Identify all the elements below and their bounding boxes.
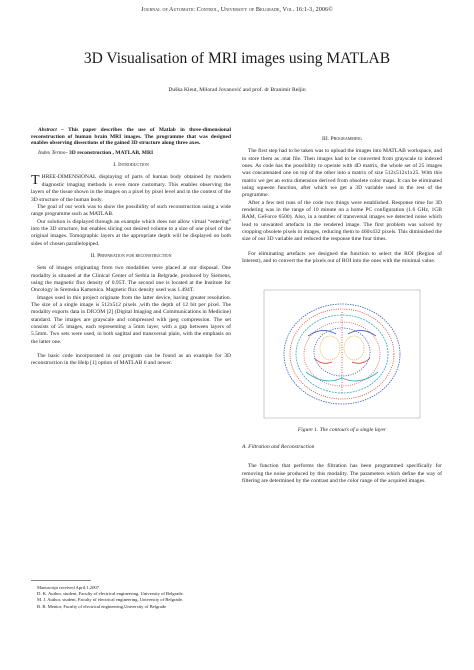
footnote-author-1: D. K. Author, student, Faculty of electrical engineering, University of Belgrade.: [37, 591, 184, 597]
abstract-label: Abstract: [38, 127, 57, 133]
figure-caption: Figure 1. The contours of a single layer: [297, 426, 387, 433]
intro-paragraph-1: [31, 174, 231, 203]
prep-paragraph-1: Sets of images originating from two modalities were placed at our disposal. One modality is situated at the Clinical Center of Serbia in Belgrade, produced by Siemens, using the magnetic flux density of 0.95T. The second one is located at the Institute for Oncology in Sremska Kamenica. Magnetic flux density used was 1.494T.: [31, 265, 231, 294]
prep-paragraph-3: The basic code incorporated in our program can be found as an example for 3D reconstruction in the Help [1] option of MATLAB 6 and newer.: [31, 353, 231, 367]
footnotes: [31, 585, 231, 610]
prog-paragraph-2: After a few test runs of the code two things were established. Response time for 3D rendering was in the range of 10 minute on a home PC configuration (1.6 GHz, 1GB RAM, GeForce 6500). Also, in a number of transversal images we detected noise which lead to unwanted artefacts in the rendered image. The first problem was solved by cropping obsolete pixels in images, reducing them to 460x432 pixels. This diminished the size of our 3D variable and reduced the response time four times.: [242, 199, 442, 243]
right-column: [242, 130, 442, 485]
prog-paragraph-3: For eliminating artefacts we designed the function to select the ROI (Region of Interest), and to convert the the pixels out of ROI into the ones with the minimal value.: [242, 250, 442, 265]
index-terms-label: Index Terms: [38, 149, 65, 156]
footnote-manuscript: Manuscript received April,1,2007.: [37, 585, 101, 590]
filtration-paragraph-1: The function that performs the filtration has been programmed specifically for removing the noise produced by this modality. The parameters which define the way of filtering are determined by the contrast and the color range of the acquired images.: [242, 463, 442, 484]
footnote-mentor: B. R. Mentor, Faculty of electrical engineering,University of Belgrade: [37, 603, 167, 609]
footnote-author-2: M. J. Author, student, Faculty of electrical engineering, University of Belgrade.: [37, 597, 184, 603]
abstract-text: – This paper describes the use of Matlab in three-dimensional reconstruction of human brain MRI images. The programme that was designed enables observing dissections of the gained 3D structure along three axes.: [31, 127, 231, 147]
section-heading-preparation: II. Preparation for reconstruction: [90, 252, 172, 259]
index-terms: [31, 150, 231, 157]
authors: Duška Kleut, Milorad Jovanović and prof. dr Branimir Reljin: [168, 87, 306, 93]
section-heading-introduction: I. Introduction: [113, 162, 149, 169]
intro-paragraph-1-text: HREE-DIMENSIONAL displaying of parts of human body obtained by modern diagnostic imaging methods is even more customary. This enables observing the layers of the tissue shown in the images on a pixel by pixel level and in the context of the 3D structure of the human body.: [31, 174, 231, 203]
paper-title: 3D Visualisation of MRI images using MATLAB: [83, 50, 391, 67]
left-column: [31, 127, 231, 368]
section-heading-programming: III. Programming: [322, 136, 362, 142]
plot-frame: [264, 290, 420, 418]
drop-cap: T: [31, 173, 40, 189]
prep-paragraph-2: Images used in this project originate from the latter device, having greater resolution. The size of a single image is 512x512 pixels ,with the depth of 12 bit per pixel. The modality exports data in DICOM [2] (Digital Imaging and Communications in Medicine) standard. The images are grayscale and compressed with jpeg compression. The set consists of 25 images, each representing a 5mm layer, with a gap between layers of 5.5mm. Two sets were used, in both sagittal and transversal plain, with the emphasis on the latter one.: [31, 294, 231, 345]
intro-paragraph-2: The goal of our work was to show the possibility of such reconstruction using a wide range programme such as MATLAB.: [31, 203, 231, 218]
abstract: [31, 127, 231, 147]
prog-paragraph-1: The first step had to be taken was to upload the images into MATLAB workspace, and to store them as .mat file. Then images had to be converted from grayscale to indexed ones. As code has the possibility to operate with 4D matrix, the whole set of 25 images was concatenated one on top of the other into a matrix of size 512x512x1x25. With this matrix we get an extra dimension derived from obsolete color maps. It can be eliminated using squeeze function, after which we get a 3D variable used in the rest of the programme.: [242, 148, 442, 199]
footnote-rule: [31, 580, 91, 581]
subsection-heading-filtration: A. Filtration and Reconstruction: [242, 443, 315, 450]
contour-plot: [242, 282, 442, 427]
index-terms-text: – 3D reconstruction , MATLAB, MRI: [64, 149, 154, 156]
journal-header: Journal of Automatic Control, University of Belgrade, Vol. 16:1-3, 2006©: [141, 7, 333, 13]
figure-contours: [242, 282, 442, 427]
intro-paragraph-3: Our solution is displayed through an example which does not allow virtual “entering” into the 3D structure, but enables slicing out desired volume to a size of one pixel of the original images. Tomographic layers at the appropriate depth will be displayed on both sides of chosen parallelopiped.: [31, 218, 231, 247]
